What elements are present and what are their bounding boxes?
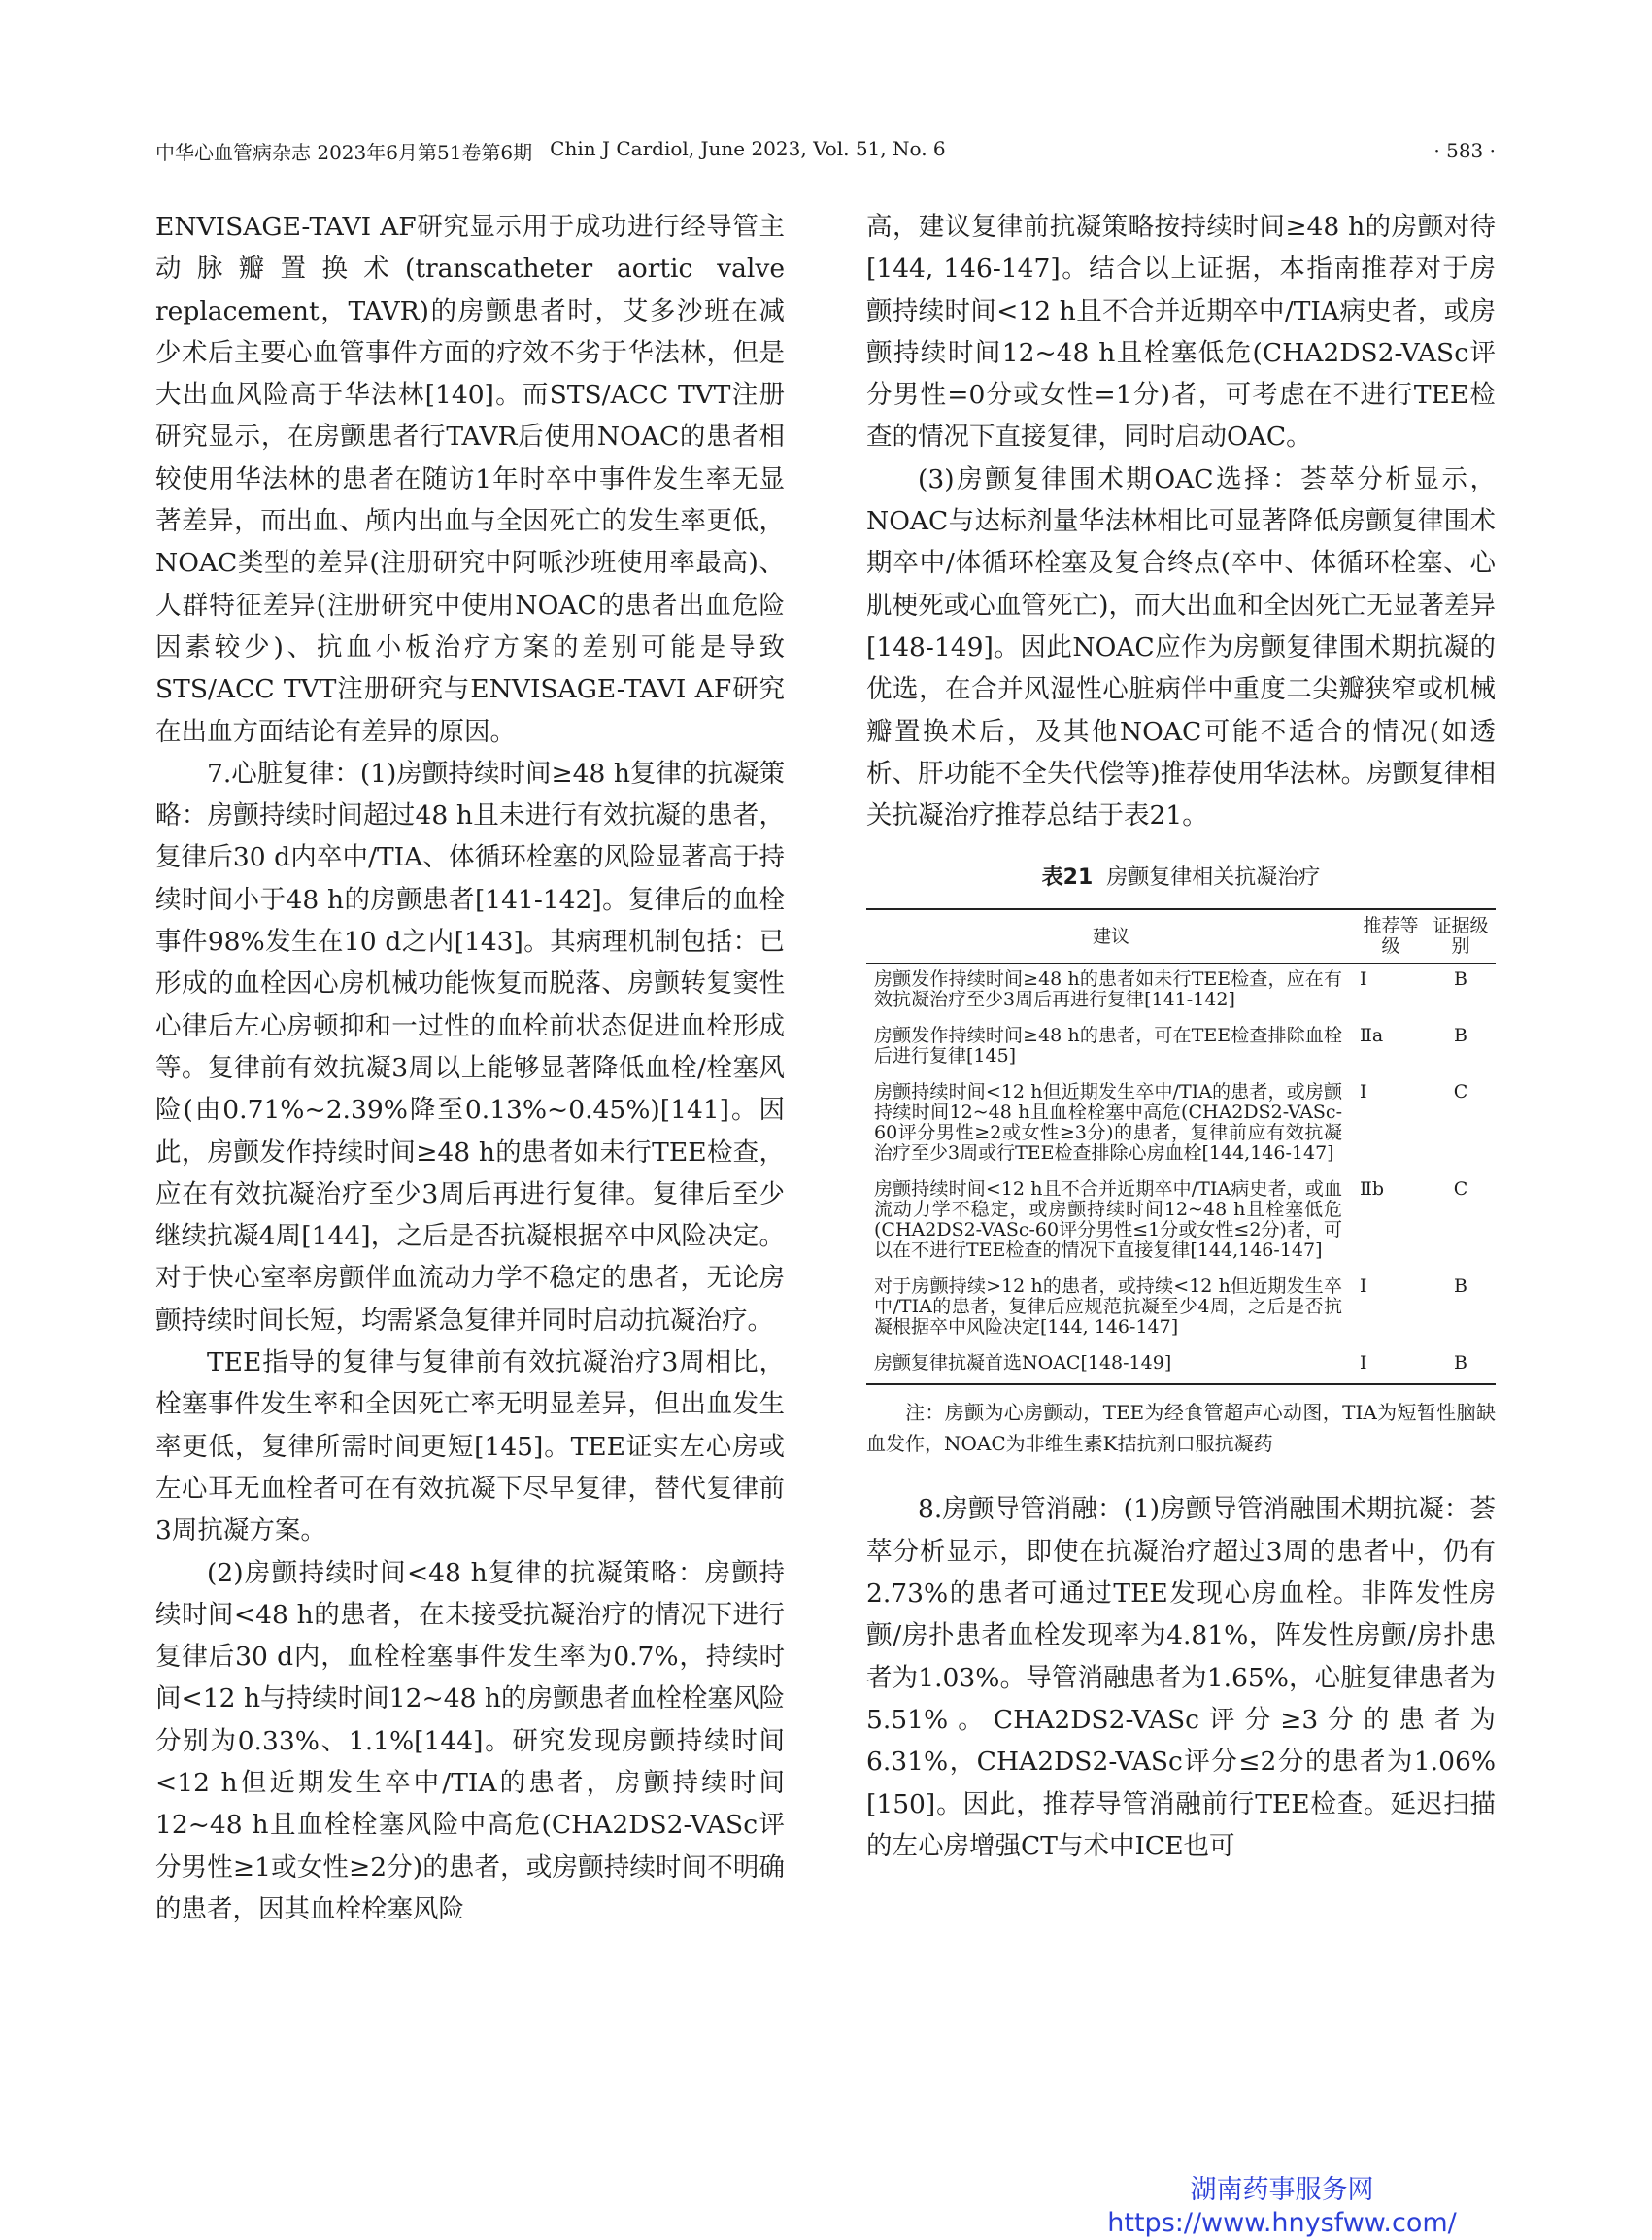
table-row <box>866 1020 1496 1076</box>
recommendation-text: 房颤复律抗凝首选NOAC[148-149] <box>874 1352 1172 1375</box>
evidence-level: C <box>1453 1178 1468 1201</box>
watermark-site-name: 湖南药事服务网 <box>1190 2175 1374 2205</box>
watermark <box>1078 2174 1486 2240</box>
paragraph: ENVISAGE-TAVI AF研究显示用于成功进行经导管主动脉瓣置换术(transcatheter aortic valve replacement，TAVR)的房颤患者时，艾多沙班在减少术后主要心血管事件方面的疗效不劣于华法林，但是大出血风险高于华法林[140]。而STS/ACC TVT注册研究显示，在房颤患者行TAVR后使用NOAC的患者相较使用华法林的患者在随访1年时卒中事件发生率无显著差异，而出血、颅内出血与全因死亡的发生率更低，NOAC类型的差异(注册研究中阿哌沙班使用率最高)、人群特征差异(注册研究中使用NOAC的患者出血危险因素较少)、抗血小板治疗方案的差别可能是导致STS/ACC TVT注册研究与ENVISAGE-TAVI AF研究在出血方面结论有差异的原因。 <box>155 212 785 747</box>
journal-citation <box>155 137 946 165</box>
table-title: 房颤复律相关抗凝治疗 <box>1106 865 1321 891</box>
page-number: · 583 · <box>1433 139 1496 162</box>
recommendation-text: 对于房颤持续>12 h的患者，或持续<12 h但近期发生卒中/TIA的患者，复律后应规范抗凝至少4周，之后是否抗凝根据卒中风险决定[144, 146-147] <box>874 1275 1342 1339</box>
journal-name-en: Chin J Cardiol, June 2023, Vol. 51, No. 6 <box>550 136 946 160</box>
journal-name-cn: 中华心血管病杂志 2023年6月第51卷第6期 <box>155 140 533 164</box>
paragraph: 7.心脏复律：(1)房颤持续时间≥48 h复律的抗凝策略：房颤持续时间超过48 h且未进行有效抗凝的患者，复律后30 d内卒中/TIA、体循环栓塞的风险显著高于持续时间小于48 h的房颤患者[141-142]。复律后的血栓事件98%发生在10 d之内[143]。其病理机制包括：已形成的血栓因心房机械功能恢复而脱落、房颤转复窦性心律后左心房顿抑和一过性的血栓前状态促进血栓形成等。复律前有效抗凝3周以上能够显著降低血栓/栓塞风险(由0.71%~2.39%降至0.13%~0.45%)[141]。因此，房颤发作持续时间≥48 h的患者如未行TEE检查，应在有效抗凝治疗至少3周后再进行复律。复律后至少继续抗凝4周[144]，之后是否抗凝根据卒中风险决定。对于快心室率房颤伴血流动力学不稳定的患者，无论房颤持续时间长短，均需紧急复律并同时启动抗凝治疗。 <box>155 758 785 1336</box>
table-row <box>866 964 1496 1021</box>
evidence-level: B <box>1454 1275 1467 1298</box>
recommendation-grade: Ⅰ <box>1360 968 1367 991</box>
evidence-level: B <box>1454 968 1467 991</box>
table-row <box>866 1173 1496 1271</box>
recommendation-grade: Ⅱb <box>1360 1178 1385 1201</box>
evidence-level: B <box>1454 1025 1467 1047</box>
recommendation-grade: Ⅰ <box>1360 1275 1367 1298</box>
table-row <box>866 1076 1496 1173</box>
table-header-row <box>866 909 1496 964</box>
paragraph: (3)房颤复律围术期OAC选择：荟萃分析显示，NOAC与达标剂量华法林相比可显著降低房颤复律围术期卒中/体循环栓塞及复合终点(卒中、体循环栓塞、心肌梗死或心血管死亡)，而大出血和全因死亡无显著差异[148-149]。因此NOAC应作为房颤复律围术期抗凝的优选，在合并风湿性心脏病伴中重度二尖瓣狭窄或机械瓣置换术后，及其他NOAC可能不适合的情况(如透析、肝功能不全失代偿等)推荐使用华法林。房颤复律相关抗凝治疗推荐总结于表21。 <box>866 463 1496 832</box>
evidence-level: C <box>1453 1081 1468 1103</box>
right-column <box>866 206 1496 1867</box>
recommendation-text: 房颤发作持续时间≥48 h的患者，可在TEE检查排除血栓后进行复律[145] <box>874 1025 1342 1068</box>
table-row <box>866 1271 1496 1347</box>
paragraph: 高，建议复律前抗凝策略按持续时间≥48 h的房颤对待[144, 146-147]。结合以上证据，本指南推荐对于房颤持续时间<12 h且不合并近期卒中/TIA病史者，或房颤持续时间12~48 h且栓塞低危(CHA2DS2-VASc评分男性=0分或女性=1分)者，可考虑在不进行TEE检查的情况下直接复律，同时启动OAC。 <box>866 212 1496 453</box>
recommendation-grade: Ⅰ <box>1360 1352 1367 1375</box>
recommendation-text: 房颤持续时间<12 h且不合并近期卒中/TIA病史者，或血流动力学不稳定，或房颤持续时间12~48 h且栓塞低危(CHA2DS2-VASc-60评分男性≤1分或女性≤2分)者，可以在不进行TEE检查的情况下直接复律[144,146-147] <box>874 1178 1342 1262</box>
paragraph: TEE指导的复律与复律前有效抗凝治疗3周相比，栓塞事件发生率和全因死亡率无明显差异，但出血发生率更低，复律所需时间更短[145]。TEE证实左心房或左心耳无血栓者可在有效抗凝下尽早复律，替代复律前3周抗凝方案。 <box>155 1347 785 1546</box>
header-level: 证据级别 <box>1433 915 1489 958</box>
recommendation-text: 房颤发作持续时间≥48 h的患者如未行TEE检查，应在有效抗凝治疗至少3周后再进行复律[141-142] <box>874 968 1342 1011</box>
paragraph: (2)房颤持续时间<48 h复律的抗凝策略：房颤持续时间<48 h的患者，在未接受抗凝治疗的情况下进行复律后30 d内，血栓栓塞事件发生率为0.7%，持续时间<12 h与持续时间12~48 h的房颤患者血栓栓塞风险分别为0.33%、1.1%[144]。研究发现房颤持续时间<12 h但近期发生卒中/TIA的患者，房颤持续时间12~48 h且血栓栓塞风险中高危(CHA2DS2-VASc评分男性≥1或女性≥2分)的患者，或房颤持续时间不明确的患者，因其血栓栓塞风险 <box>155 1557 785 1924</box>
table-caption <box>866 864 1496 893</box>
recommendation-table <box>866 908 1496 1385</box>
table-number: 表21 <box>1041 865 1094 891</box>
recommendation-grade: Ⅰ <box>1360 1081 1367 1103</box>
watermark-url: https://www.hnysfww.com/ <box>1107 2208 1457 2238</box>
recommendation-text: 房颤持续时间<12 h但近期发生卒中/TIA的患者，或房颤持续时间12~48 h且血栓栓塞中高危(CHA2DS2-VASc-60评分男性≥2或女性≥3分)的患者，复律前应有效抗凝治疗至少3周或行TEE检查排除心房血栓[144,146-147] <box>874 1081 1342 1165</box>
left-column <box>155 206 785 1930</box>
recommendation-grade: Ⅱa <box>1360 1025 1384 1047</box>
header-recommendation: 建议 <box>1092 925 1129 947</box>
paragraph: 8.房颤导管消融：(1)房颤导管消融围术期抗凝：荟萃分析显示，即使在抗凝治疗超过3周的患者中，仍有2.73%的患者可通过TEE发现心房血栓。非阵发性房颤/房扑患者血栓发现率为4.81%，阵发性房颤/房扑患者为1.03%。导管消融患者为1.65%，心脏复律患者为5.51%。CHA2DS2-VASc评分≥3分的患者为6.31%，CHA2DS2-VASc评分≤2分的患者为1.06%[150]。因此，推荐导管消融前行TEE检查。延迟扫描的左心房增强CT与术中ICE也可 <box>866 1494 1496 1861</box>
running-header <box>155 134 1496 167</box>
header-grade: 推荐等级 <box>1363 915 1419 958</box>
table-note: 注：房颤为心房颤动，TEE为经食管超声心动图，TIA为短暂性脑缺血发作，NOAC为非维生素K拮抗剂口服抗凝药 <box>866 1401 1496 1456</box>
table-row <box>866 1347 1496 1384</box>
evidence-level: B <box>1454 1352 1467 1375</box>
